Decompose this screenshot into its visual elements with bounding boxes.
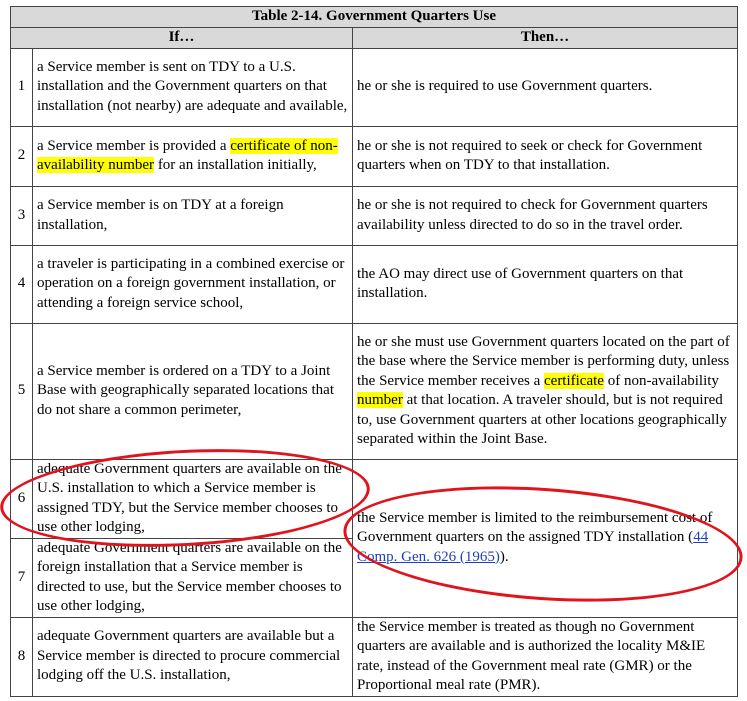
if-cell: a traveler is participating in a combined exercise or operation on a foreign government installation, or attending a foreign service school, bbox=[33, 245, 353, 323]
if-cell: adequate Government quarters are available on the U.S. installation to which a Service member is assigned TDY, but the Service member chooses to use other lodging, bbox=[33, 459, 353, 538]
row-number: 7 bbox=[11, 538, 33, 617]
table-row bbox=[11, 48, 738, 126]
row-number: 1 bbox=[11, 48, 33, 126]
table-row bbox=[11, 617, 738, 696]
table-row bbox=[11, 186, 738, 245]
if-cell: a Service member is sent on TDY to a U.S. installation and the Government quarters on that installation (not nearby) are adequate and available, bbox=[33, 48, 353, 126]
if-column-header: If… bbox=[11, 28, 353, 49]
table-row bbox=[11, 323, 738, 459]
comp-gen-link[interactable]: 44 Comp. Gen. 626 (1965) bbox=[357, 529, 709, 565]
then-cell bbox=[353, 459, 738, 617]
table-row bbox=[11, 126, 738, 186]
row-number: 5 bbox=[11, 323, 33, 459]
then-text: he or she must use Government quarters located on the part of the base where the Service member is performing duty, unless the Service member receives a bbox=[357, 333, 730, 389]
row-number: 6 bbox=[11, 459, 33, 538]
row-number: 3 bbox=[11, 186, 33, 245]
row-number: 4 bbox=[11, 245, 33, 323]
highlighted-text: number bbox=[357, 392, 403, 408]
then-cell: he or she is required to use Government quarters. bbox=[353, 48, 738, 126]
government-quarters-table bbox=[10, 6, 738, 697]
then-cell bbox=[353, 323, 738, 459]
highlighted-text: certificate of non-availability number bbox=[37, 137, 338, 173]
if-cell bbox=[33, 126, 353, 186]
table-row bbox=[11, 459, 738, 538]
table-header-row bbox=[11, 28, 738, 49]
then-cell: he or she is not required to seek or check for Government quarters when on TDY to that installation. bbox=[353, 126, 738, 186]
table-row bbox=[11, 245, 738, 323]
then-text: ). bbox=[499, 548, 509, 565]
highlighted-text: certificate bbox=[544, 372, 604, 389]
if-cell: a Service member is on TDY at a foreign installation, bbox=[33, 186, 353, 245]
then-cell: the Service member is treated as though no Government quarters are available and is authorized the locality M&IE rate, instead of the Government meal rate (GMR) or the Proportional meal rate (PMR). bbox=[353, 617, 738, 696]
if-text: a Service member is provided a bbox=[37, 137, 231, 154]
document-page bbox=[10, 6, 737, 697]
then-cell: he or she is not required to check for Government quarters availability unless directed to do so in the travel order. bbox=[353, 186, 738, 245]
if-text: for an installation initially, bbox=[154, 157, 317, 173]
table-title-row bbox=[11, 7, 738, 28]
then-text: of non-availability bbox=[603, 372, 719, 389]
if-cell: adequate Government quarters are available but a Service member is directed to procure commercial lodging off the U.S. installation, bbox=[33, 617, 353, 696]
then-text: at that location. A traveler should, but is not required to, use Government quarters at other locations geographically separated within the Joint Base. bbox=[357, 392, 727, 447]
then-text: the Service member is limited to the reimbursement cost of Government quarters on the assigned TDY installation ( bbox=[357, 509, 713, 546]
then-cell: the AO may direct use of Government quarters on that installation. bbox=[353, 245, 738, 323]
table-title: Table 2-14. Government Quarters Use bbox=[11, 7, 738, 28]
row-number: 2 bbox=[11, 126, 33, 186]
then-column-header: Then… bbox=[353, 28, 738, 49]
if-cell: adequate Government quarters are available on the foreign installation that a Service member is directed to use, but the Service member chooses to use other lodging, bbox=[33, 538, 353, 617]
if-cell: a Service member is ordered on a TDY to a Joint Base with geographically separated locations that do not share a common perimeter, bbox=[33, 323, 353, 459]
row-number: 8 bbox=[11, 617, 33, 696]
